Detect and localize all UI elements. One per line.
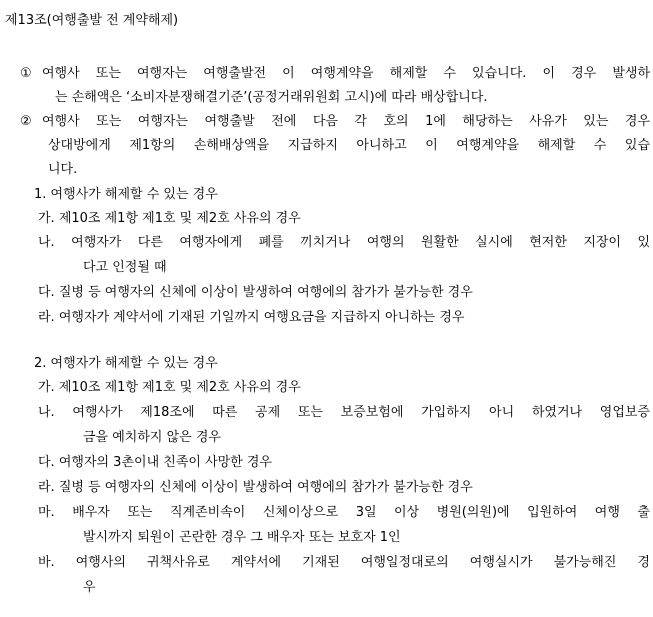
section-1-item-ra: 라. 여행자가 계약서에 기재된 기일까지 여행요금을 지급하지 아니하는 경우: [38, 310, 465, 325]
section-2-item-na-line-1: 나. 여행사가 제18조에 따른 공제 또는 보증보험에 가입하지 아니 하였거나 영업보증: [38, 405, 650, 420]
clause-1-line-2: 는 손해액은 ‘소비자분쟁해결기준’(공정거래위원회 고시)에 따라 배상합니다.: [55, 90, 488, 105]
section-1-item-na-line-2: 다고 인정될 때: [83, 260, 167, 275]
section-1-item-da: 다. 질병 등 여행자의 신체에 이상이 발생하여 여행에의 참가가 불가능한 경우: [38, 285, 473, 300]
clause-2-line-3: 니다.: [48, 162, 78, 177]
section-2-item-na-line-2: 금을 예치하지 않은 경우: [83, 430, 221, 445]
section-2-heading: 2. 여행자가 해제할 수 있는 경우: [34, 356, 218, 371]
section-2-item-ba-line-1: 바. 여행사의 귀책사유로 계약서에 기재된 여행일정대로의 여행실시가 불가능해진 경: [38, 555, 650, 570]
clause-1-line-1: 여행사 또는 여행자는 여행출발전 이 여행계약을 해제할 수 있습니다. 이 경우 발생하: [42, 66, 650, 81]
section-1-item-ga: 가. 제10조 제1항 제1호 및 제2호 사유의 경우: [38, 211, 301, 226]
section-2-item-ma-line-1: 마. 배우자 또는 직계존비속이 신체이상으로 3일 이상 병원(의원)에 입원하여 여행 출: [38, 505, 650, 520]
section-2-item-da: 다. 여행자의 3촌이내 친족이 사망한 경우: [38, 455, 272, 470]
clause-2-line-1: 여행사 또는 여행자는 여행출발 전에 다음 각 호의 1에 해당하는 사유가 있는 경우: [42, 114, 650, 129]
section-2-item-ra: 라. 질병 등 여행자의 신체에 이상이 발생하여 여행에의 참가가 불가능한 경우: [38, 480, 473, 495]
section-2-item-ba-line-2: 우: [83, 580, 96, 595]
article-title: 제13조(여행출발 전 계약해제): [5, 13, 179, 28]
section-2-item-ga: 가. 제10조 제1항 제1호 및 제2호 사유의 경우: [38, 380, 301, 395]
clause-2-line-2: 상대방에게 제1항의 손해배상액을 지급하지 아니하고 이 여행계약을 해제할 수 있습: [48, 138, 650, 153]
section-2-item-ma-line-2: 발시까지 퇴원이 곤란한 경우 그 배우자 또는 보호자 1인: [83, 530, 401, 545]
clause-2-marker: ②: [20, 114, 32, 129]
section-1-heading: 1. 여행사가 해제할 수 있는 경우: [34, 187, 218, 202]
clause-1-marker: ①: [20, 66, 32, 81]
section-1-item-na-line-1: 나. 여행자가 다른 여행자에게 폐를 끼치거나 여행의 원활한 실시에 현저한 지장이 있: [38, 235, 650, 250]
